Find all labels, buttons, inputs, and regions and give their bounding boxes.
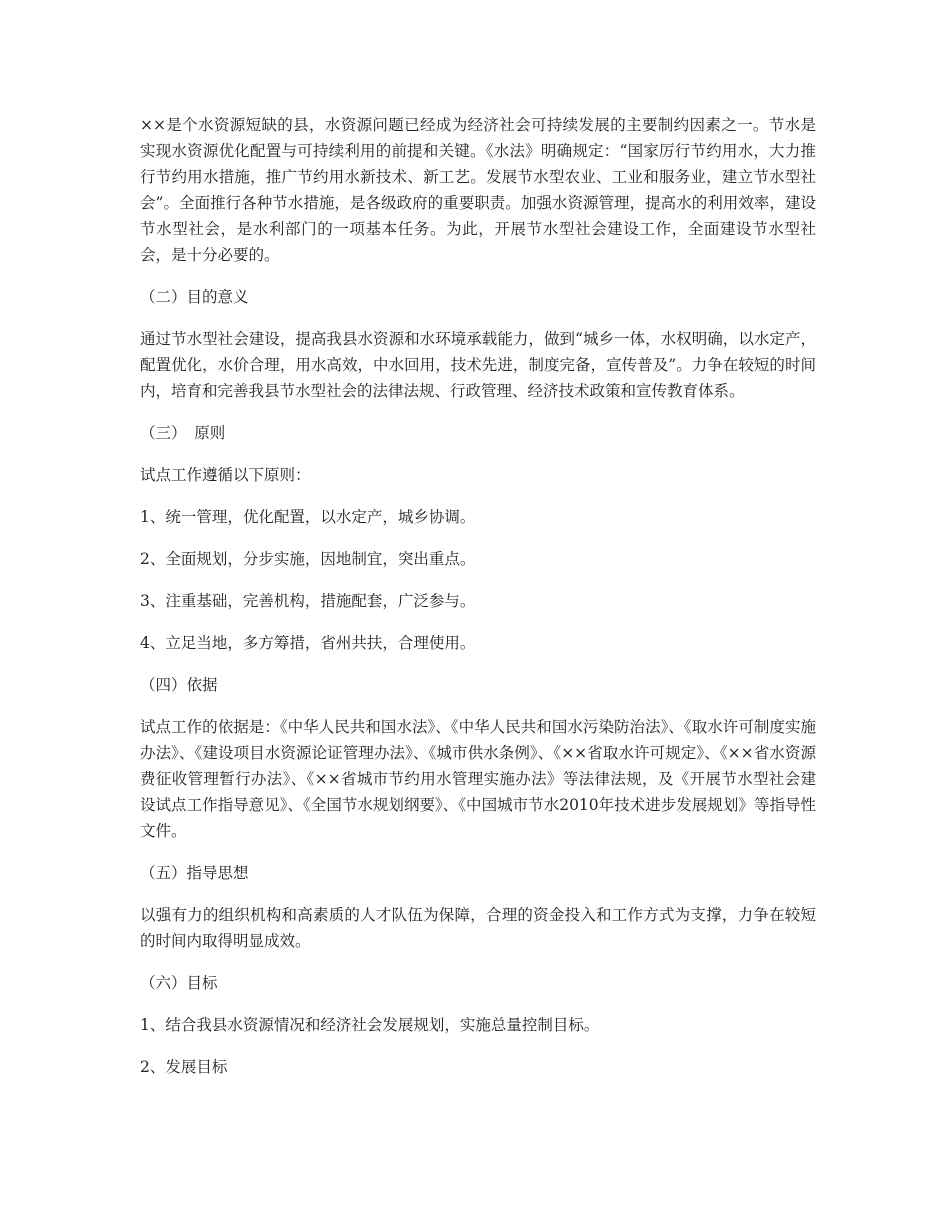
section-heading-principles: （三） 原则: [140, 424, 226, 442]
principle-item: 3、注重基础，完善机构，措施配套，广泛参与。: [140, 592, 476, 610]
guiding-ideology-paragraph: 以强有力的组织机构和高素质的人才队伍为保障，合理的资金投入和工作方式为支撑，力争在较短的时间内取得明显成效。: [140, 906, 816, 950]
section-heading-basis: （四）依据: [140, 676, 218, 694]
section-heading-purpose: （二）目的意义: [140, 288, 249, 306]
principles-intro: 试点工作遵循以下原则：: [140, 466, 311, 484]
purpose-paragraph: 通过节水型社会建设，提高我县水资源和水环境承载能力，做到“城乡一体，水权明确，以水定产，配置优化，水价合理，用水高效，中水回用，技术先进，制度完备，宣传普及”。力争在较短的时间内，培育和完善我县节水型社会的法律法规、行政管理、经济技术政策和宣传教育体系。: [140, 330, 816, 400]
basis-paragraph: 试点工作的依据是：《中华人民共和国水法》、《中华人民共和国水污染防治法》、《取水许可制度实施办法》、《建设项目水资源论证管理办法》、《城市供水条例》、《××省取水许可规定》、《××省水资源费征收管理暂行办法》、《××省城市节约用水管理实施办法》等法律法规，及《开展节水型社会建设试点工作指导意见》、《全国节水规划纲要》、《中国城市节水2010年技术进步发展规划》等指导性文件。: [140, 718, 816, 840]
section-heading-guiding-ideology: （五）指导思想: [140, 864, 249, 882]
principle-item: 2、全面规划，分步实施，因地制宜，突出重点。: [140, 550, 476, 568]
principle-item: 4、立足当地，多方筹措，省州共扶，合理使用。: [140, 634, 476, 652]
section-heading-goals: （六）目标: [140, 974, 218, 992]
document-page: [140, 112, 816, 1096]
goal-item: 2、发展目标: [140, 1058, 228, 1076]
intro-paragraph: ××是个水资源短缺的县，水资源问题已经成为经济社会可持续发展的主要制约因素之一。节水是实现水资源优化配置与可持续利用的前提和关键。《水法》明确规定：“国家厉行节约用水，大力推行节约用水措施，推广节约用水新技术、新工艺。发展节水型农业、工业和服务业，建立节水型社会”。全面推行各种节水措施，是各级政府的重要职责。加强水资源管理，提高水的利用效率，建设节水型社会，是水利部门的一项基本任务。为此，开展节水型社会建设工作，全面建设节水型社会，是十分必要的。: [140, 116, 816, 264]
principle-item: 1、统一管理，优化配置，以水定产，城乡协调。: [140, 508, 476, 526]
goal-item: 1、结合我县水资源情况和经济社会发展规划，实施总量控制目标。: [140, 1016, 600, 1034]
